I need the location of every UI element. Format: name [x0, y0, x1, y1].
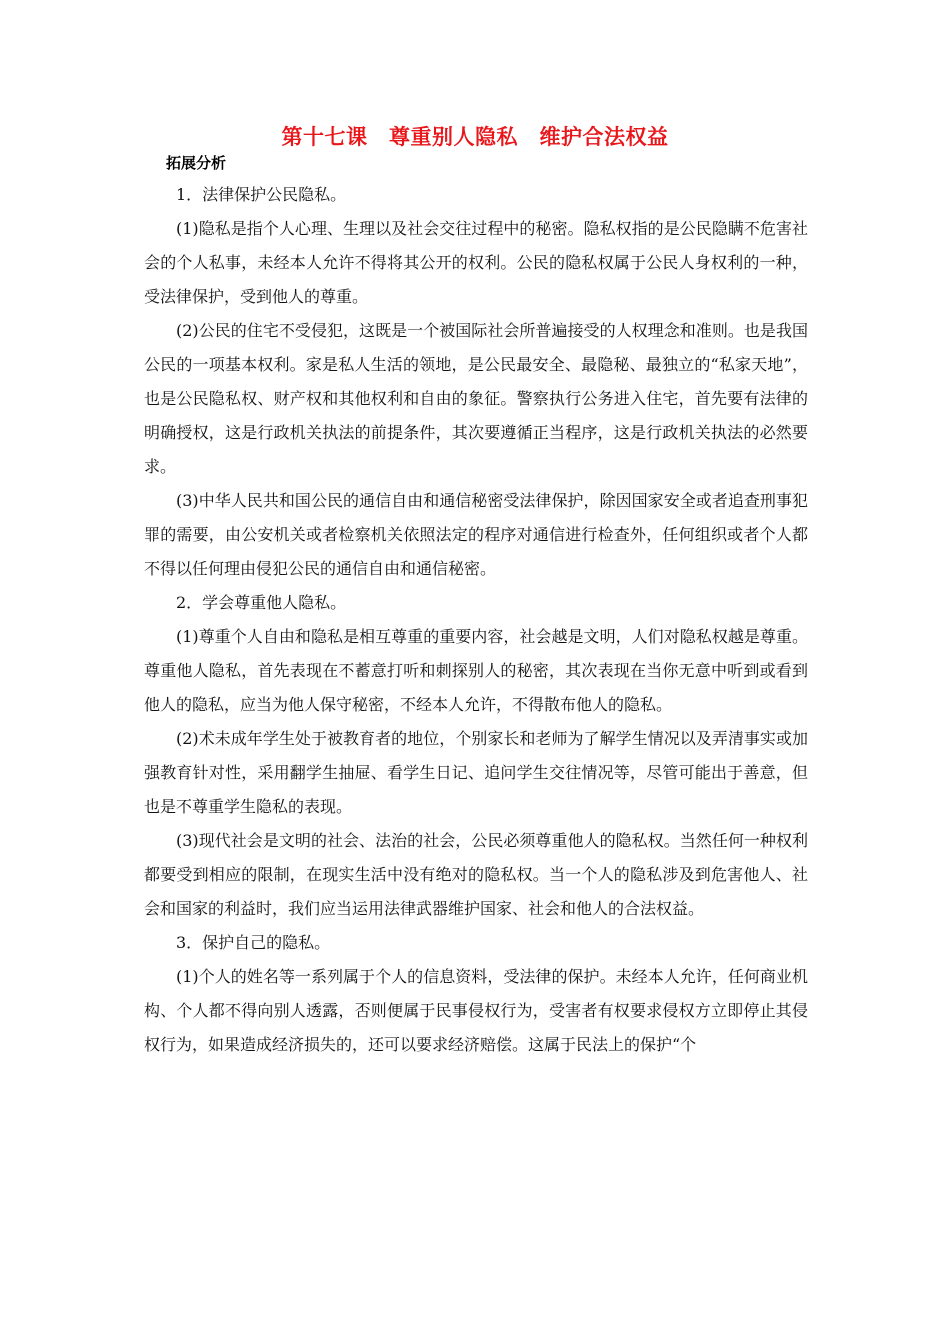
paragraph: (1)隐私是指个人心理、生理以及社会交往过程中的秘密。隐私权指的是公民隐瞒不危害社会的个人私事，未经本人允许不得将其公开的权利。公民的隐私权属于公民人身权利的一种，受法律保护，受到他人的尊重。	[144, 219, 808, 306]
paragraph: (1)尊重个人自由和隐私是相互尊重的重要内容，社会越是文明，人们对隐私权越是尊重。尊重他人隐私，首先表现在不蓄意打听和刺探别人的秘密，其次表现在当你无意中听到或看到他人的隐私，应当为他人保守秘密，不经本人允许，不得散布他人的隐私。	[144, 627, 808, 714]
lesson-title: 第十七课 尊重别人隐私 维护合法权益	[281, 124, 669, 149]
document-body	[144, 178, 808, 1062]
paragraph: (3)中华人民共和国公民的通信自由和通信秘密受法律保护，除因国家安全或者追查刑事犯罪的需要，由公安机关或者检察机关依照法定的程序对通信进行检查外，任何组织或者个人都不得以任何理由侵犯公民的通信自由和通信秘密。	[144, 491, 808, 578]
heading-point-2: 2．学会尊重他人隐私。	[176, 593, 347, 612]
heading-point-1: 1．法律保护公民隐私。	[176, 185, 347, 204]
paragraph: (2)术未成年学生处于被教育者的地位，个别家长和老师为了解学生情况以及弄清事实或加强教育针对性，采用翻学生抽屉、看学生日记、追问学生交往情况等，尽管可能出于善意，但也是不尊重学生隐私的表现。	[144, 729, 808, 816]
section-heading: 拓展分析	[166, 154, 227, 172]
paragraph: (3)现代社会是文明的社会、法治的社会，公民必须尊重他人的隐私权。当然任何一种权利都要受到相应的限制，在现实生活中没有绝对的隐私权。当一个人的隐私涉及到危害他人、社会和国家的利益时，我们应当运用法律武器维护国家、社会和他人的合法权益。	[144, 831, 808, 918]
paragraph: (2)公民的住宅不受侵犯，这既是一个被国际社会所普遍接受的人权理念和准则。也是我国公民的一项基本权利。家是私人生活的领地，是公民最安全、最隐秘、最独立的“私家天地”，也是公民隐私权、财产权和其他权利和自由的象征。警察执行公务进入住宅，首先要有法律的明确授权，这是行政机关执法的前提条件，其次要遵循正当程序，这是行政机关执法的必然要求。	[144, 321, 808, 476]
heading-point-3: 3．保护自己的隐私。	[176, 933, 331, 952]
paragraph: (1)个人的姓名等一系列属于个人的信息资料，受法律的保护。未经本人允许，任何商业机构、个人都不得向别人透露，否则便属于民事侵权行为，受害者有权要求侵权方立即停止其侵权行为，如果造成经济损失的，还可以要求经济赔偿。这属于民法上的保护“个	[144, 967, 808, 1054]
